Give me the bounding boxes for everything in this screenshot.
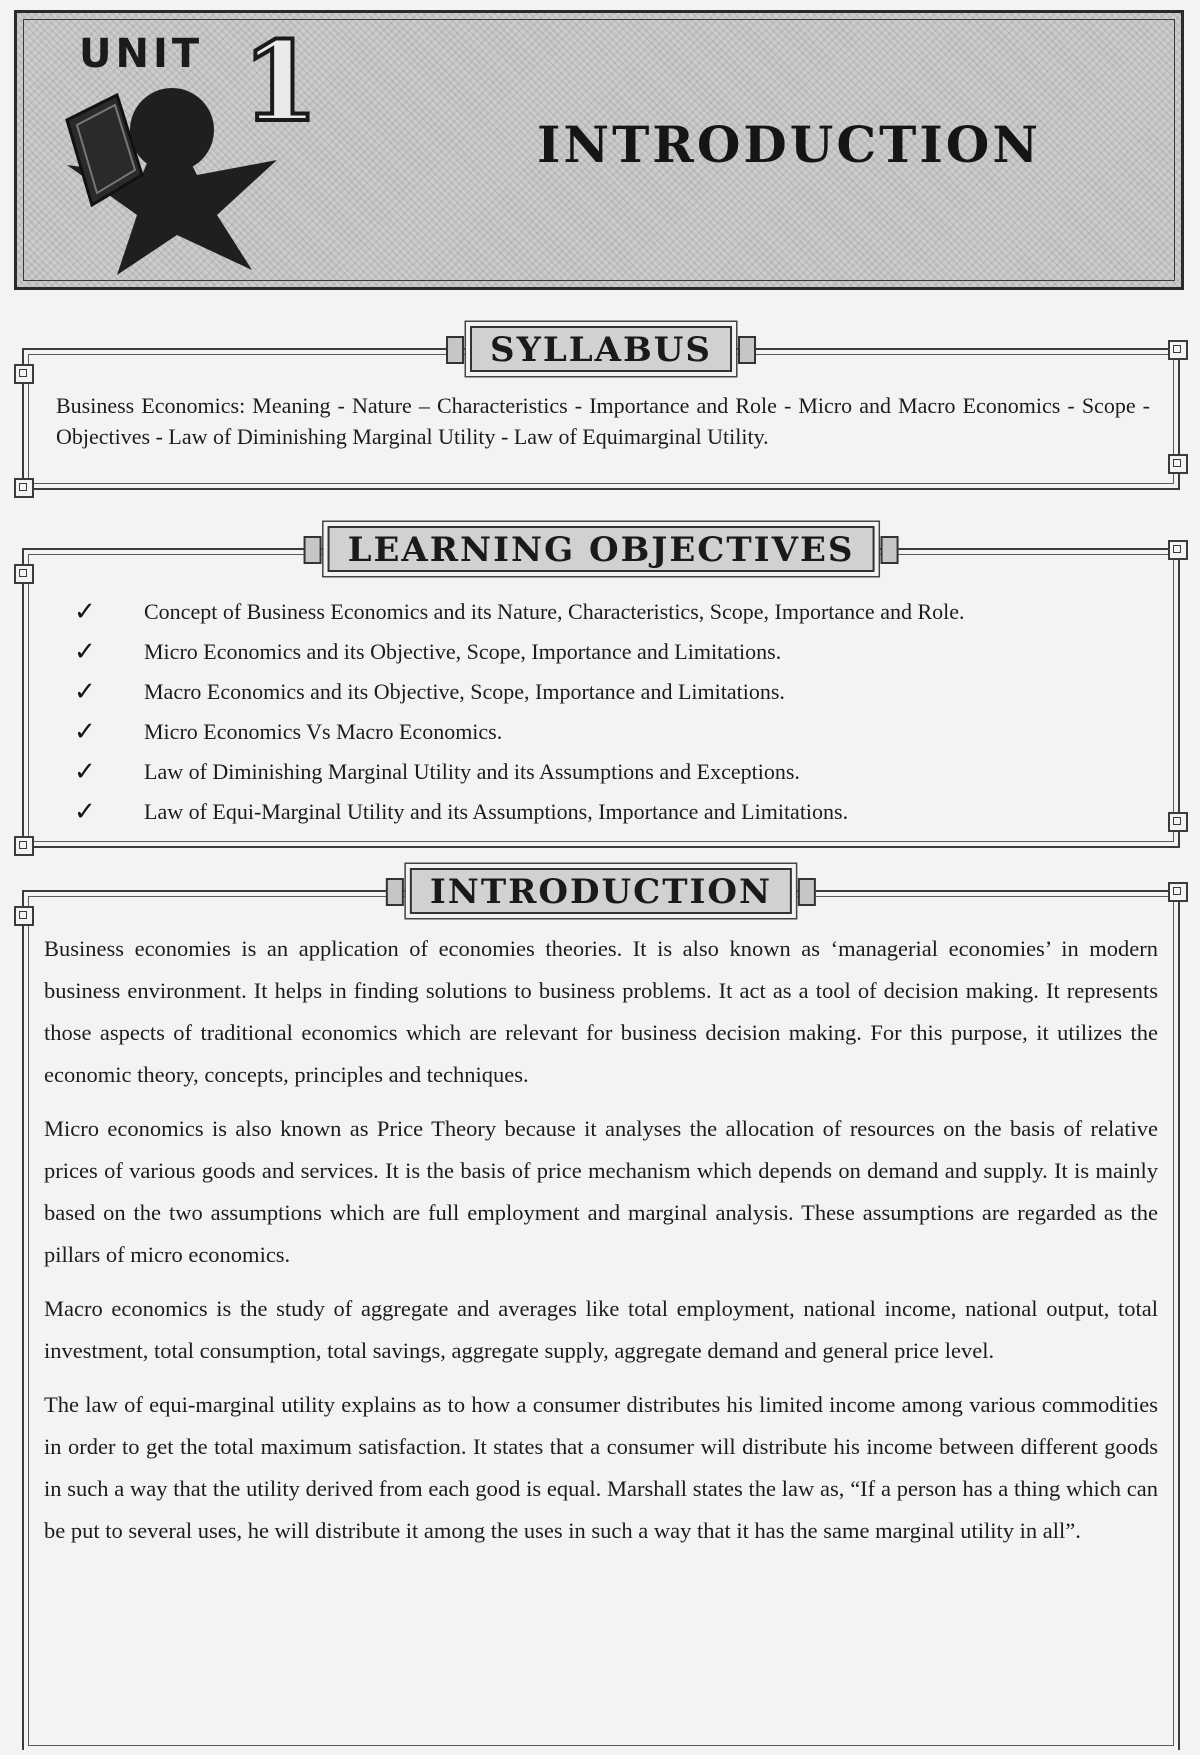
syllabus-box: [22, 330, 1180, 490]
unit-label: UNIT: [79, 31, 204, 77]
list-item: [54, 752, 1148, 792]
introduction-body: [44, 928, 1158, 1564]
chapter-title: INTRODUCTION: [537, 115, 1042, 174]
corner-ornament-icon: [14, 364, 34, 384]
objective-text: Law of Diminishing Marginal Utility and its Assumptions and Exceptions.: [144, 759, 800, 784]
introduction-heading: INTRODUCTION: [410, 868, 792, 914]
objective-text: Concept of Business Economics and its Nature, Characteristics, Scope, Importance and Role.: [144, 599, 965, 624]
list-item: [54, 792, 1148, 832]
unit-emblem-icon: [47, 17, 319, 275]
paragraph: Micro economics is also known as Price Theory because it analyses the allocation of resources on the basis of relative prices of various goods and services. It is the basis of price mechanism which depends on demand and supply. It is mainly based on the two assumptions which are full employment and marginal analysis. These assumptions are regarded as the pillars of micro economics.: [44, 1116, 1158, 1267]
checkmark-icon: ✓: [74, 717, 96, 747]
objective-text: Micro Economics Vs Macro Economics.: [144, 719, 503, 744]
paragraph: Macro economics is the study of aggregate and averages like total employment, national income, national output, total investment, total consumption, total savings, aggregate supply, aggregate demand and general price level.: [44, 1296, 1158, 1363]
corner-ornament-icon: [14, 564, 34, 584]
paragraph: The law of equi-marginal utility explains as to how a consumer distributes his limited income among various commodities in order to get the total maximum satisfaction. It states that a consumer will distribute his income between different goods in such a way that the utility derived from each good is equal. Marshall states the law as, “If a person has a thing which can be put to several uses, he will distribute it among the uses in such a way that it has the same marginal utility in all”.: [44, 1392, 1158, 1543]
corner-ornament-icon: [1168, 882, 1188, 902]
objective-text: Law of Equi-Marginal Utility and its Assumptions, Importance and Limitations.: [144, 799, 849, 824]
syllabus-text: Business Economics: Meaning - Nature – Characteristics - Importance and Role - Micro and Macro Economics - Scope - Objectives - Law of Diminishing Marginal Utility - Law of Equimarginal Utility.: [56, 393, 1150, 449]
learning-objectives-heading: LEARNING OBJECTIVES: [328, 526, 875, 572]
corner-ornament-icon: [14, 836, 34, 856]
corner-ornament-icon: [1168, 540, 1188, 560]
checkmark-icon: ✓: [74, 637, 96, 667]
objective-text: Macro Economics and its Objective, Scope, Importance and Limitations.: [144, 679, 785, 704]
checkmark-icon: ✓: [74, 677, 96, 707]
svg-text:1: 1: [242, 17, 319, 146]
unit-banner: [14, 10, 1184, 290]
list-item: [54, 592, 1148, 632]
list-item: [54, 632, 1148, 672]
checkmark-icon: ✓: [74, 757, 96, 787]
corner-ornament-icon: [1168, 812, 1188, 832]
objectives-list: [54, 592, 1148, 832]
list-item: [54, 672, 1148, 712]
introduction-box: [22, 872, 1180, 1750]
objective-text: Micro Economics and its Objective, Scope, Importance and Limitations.: [144, 639, 782, 664]
corner-ornament-icon: [14, 478, 34, 498]
corner-ornament-icon: [1168, 454, 1188, 474]
paragraph: Business economies is an application of economies theories. It is also known as ‘managerial economies’ in modern business environment. It helps in finding solutions to business problems. It act as a tool of decision making. It represents those aspects of traditional economics which are relevant for business decision making. For this purpose, it utilizes the economic theory, concepts, principles and techniques.: [44, 936, 1158, 1087]
corner-ornament-icon: [14, 906, 34, 926]
checkmark-icon: ✓: [74, 797, 96, 827]
syllabus-heading: SYLLABUS: [470, 326, 732, 372]
learning-objectives-box: [22, 530, 1180, 848]
checkmark-icon: ✓: [74, 597, 96, 627]
list-item: [54, 712, 1148, 752]
corner-ornament-icon: [1168, 340, 1188, 360]
